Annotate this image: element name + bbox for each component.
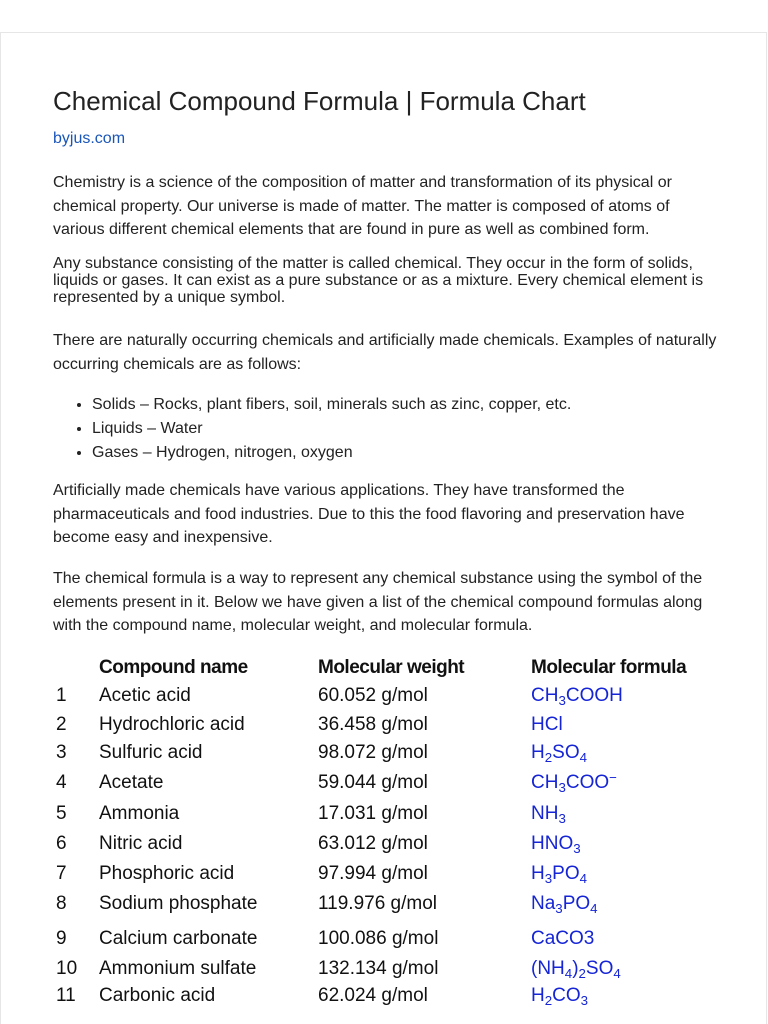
compound-name: Ammonia (99, 802, 180, 824)
formula-part: COOH (565, 685, 623, 706)
compound-name: Sodium phosphate (99, 893, 258, 914)
table-row (50, 739, 731, 767)
table-row (50, 958, 731, 980)
molecular-weight: 119.976 g/mol (318, 893, 438, 914)
formula-part: CH (531, 771, 559, 793)
formula-part: 2 (578, 966, 586, 981)
row-index: 4 (56, 771, 67, 793)
table-row (50, 829, 731, 859)
list-item: • Liquids – Water (92, 417, 752, 441)
table-row (50, 682, 731, 710)
formula-part: NH (531, 802, 559, 824)
compound-name: Acetic acid (99, 685, 191, 706)
formula-part: 4 (590, 901, 598, 916)
compound-name: Acetate (99, 771, 164, 793)
molecular-formula (531, 859, 731, 888)
formula-part: 3 (558, 810, 566, 826)
formula-part: 3 (580, 993, 589, 1008)
molecular-weight: 98.072 g/mol (318, 742, 428, 763)
molecular-formula (531, 958, 731, 980)
row-index: 10 (56, 958, 78, 979)
formula-part: Na (531, 893, 556, 914)
formula-part: 2 (544, 993, 553, 1008)
molecular-formula (531, 920, 731, 958)
row-index: 6 (56, 833, 67, 854)
molecular-formula (531, 980, 731, 1012)
compound-name: Nitric acid (99, 833, 183, 854)
header-compound-name: Compound name (99, 657, 248, 678)
formula-part: 3 (558, 693, 566, 708)
paragraph-chemical: Any substance consisting of the matter is called chemical. They occur in the form of solids, liquids or gases. It can exist as a pure substance or as a mixture. Every chemical element is represented by a unique symbol. (53, 255, 704, 306)
header-molecular-formula: Molecular formula (531, 657, 687, 678)
compound-name: Hydrochloric acid (99, 713, 245, 735)
list-item: • Gases – Hydrogen, nitrogen, oxygen (92, 441, 752, 465)
formula-part: ) (572, 958, 579, 979)
compound-name: Phosphoric acid (99, 862, 235, 884)
formula-part: 3 (544, 870, 553, 886)
natural-chemicals-list (53, 393, 752, 465)
table-row (50, 888, 731, 920)
formula-part: 3 (558, 779, 566, 795)
formula-part: SO (585, 958, 614, 979)
table-row (50, 980, 731, 1012)
formula-part: H (531, 742, 545, 763)
molecular-weight: 97.994 g/mol (318, 862, 428, 884)
compound-name: Carbonic acid (99, 985, 216, 1006)
formula-part: 3 (555, 901, 563, 916)
row-index: 7 (56, 862, 67, 884)
compound-table (50, 654, 731, 1012)
row-index: 8 (56, 893, 67, 914)
formula-part: PO (562, 893, 591, 914)
row-index: 5 (56, 802, 67, 824)
molecular-formula (531, 739, 731, 767)
molecular-weight: 59.044 g/mol (318, 771, 428, 793)
molecular-formula (531, 767, 731, 798)
header-index (50, 654, 99, 682)
formula-part: 4 (579, 870, 587, 886)
formula-part: 4 (564, 966, 573, 981)
molecular-weight: 60.052 g/mol (318, 685, 428, 706)
row-index: 11 (56, 985, 76, 1006)
formula-part: 3 (573, 841, 581, 856)
molecular-weight: 63.012 g/mol (318, 833, 428, 854)
formula-part: SO (552, 742, 580, 763)
molecular-weight: 132.134 g/mol (318, 958, 439, 979)
compound-name: Sulfuric acid (99, 742, 203, 763)
table-row (50, 798, 731, 829)
formula-part: H (531, 985, 545, 1006)
molecular-formula (531, 888, 731, 920)
molecular-formula (531, 829, 731, 859)
formula-part: CH (531, 685, 559, 706)
table-row (50, 710, 731, 739)
formula-part: (NH (531, 958, 565, 979)
paragraph-artificial: Artificially made chemicals have various applications. They have transformed the pharmaceuticals and food industries. Due to this the food flavoring and preservation have become easy and inexpensive. (53, 482, 685, 546)
paragraph-formula-intro: The chemical formula is a way to represent any chemical substance using the symbol of the elements present in it. Below we have given a list of the chemical compound formulas along with the compound name, molecular weight, and molecular formula. (53, 570, 703, 634)
paragraph-natural: There are naturally occurring chemicals and artificially made chemicals. Examples of naturally occurring chemicals are as follows: (53, 332, 717, 373)
molecular-formula (531, 710, 731, 739)
source-link[interactable]: byjus.com (53, 130, 126, 147)
header-molecular-weight: Molecular weight (318, 657, 465, 678)
molecular-weight: 36.458 g/mol (318, 713, 428, 735)
formula-part: CO (552, 985, 581, 1006)
formula-part: CaCO3 (531, 928, 595, 949)
compound-name: Ammonium sulfate (99, 958, 257, 979)
table-header-row (50, 654, 731, 682)
table-row (50, 920, 731, 958)
molecular-formula (531, 682, 731, 710)
page-title: Chemical Compound Formula | Formula Chart (53, 86, 586, 116)
formula-part: 4 (613, 966, 621, 981)
molecular-weight: 17.031 g/mol (318, 802, 428, 824)
formula-part: 2 (544, 750, 553, 765)
formula-part: PO (552, 862, 580, 884)
table-row (50, 859, 731, 888)
formula-part: COO (565, 771, 610, 793)
paragraph-intro: Chemistry is a science of the composition of matter and transformation of its physical or chemical property. Our universe is made of matter. The matter is composed of atoms of various different chemical elements that are found in pure as well as combined form. (53, 174, 672, 238)
molecular-weight: 62.024 g/mol (318, 985, 428, 1006)
row-index: 1 (56, 685, 67, 706)
formula-part: HNO (531, 833, 574, 854)
list-item: • Solids – Rocks, plant fibers, soil, minerals such as zinc, copper, etc. (92, 393, 752, 417)
molecular-weight: 100.086 g/mol (318, 928, 439, 949)
formula-part: H (531, 862, 545, 884)
row-index: 9 (56, 928, 67, 949)
molecular-formula (531, 798, 731, 829)
compound-name: Calcium carbonate (99, 928, 258, 949)
formula-part: HCl (531, 713, 563, 735)
formula-part: 4 (579, 750, 587, 765)
table-row (50, 767, 731, 798)
row-index: 3 (56, 742, 67, 763)
row-index: 2 (56, 713, 67, 735)
formula-part: − (609, 769, 617, 785)
